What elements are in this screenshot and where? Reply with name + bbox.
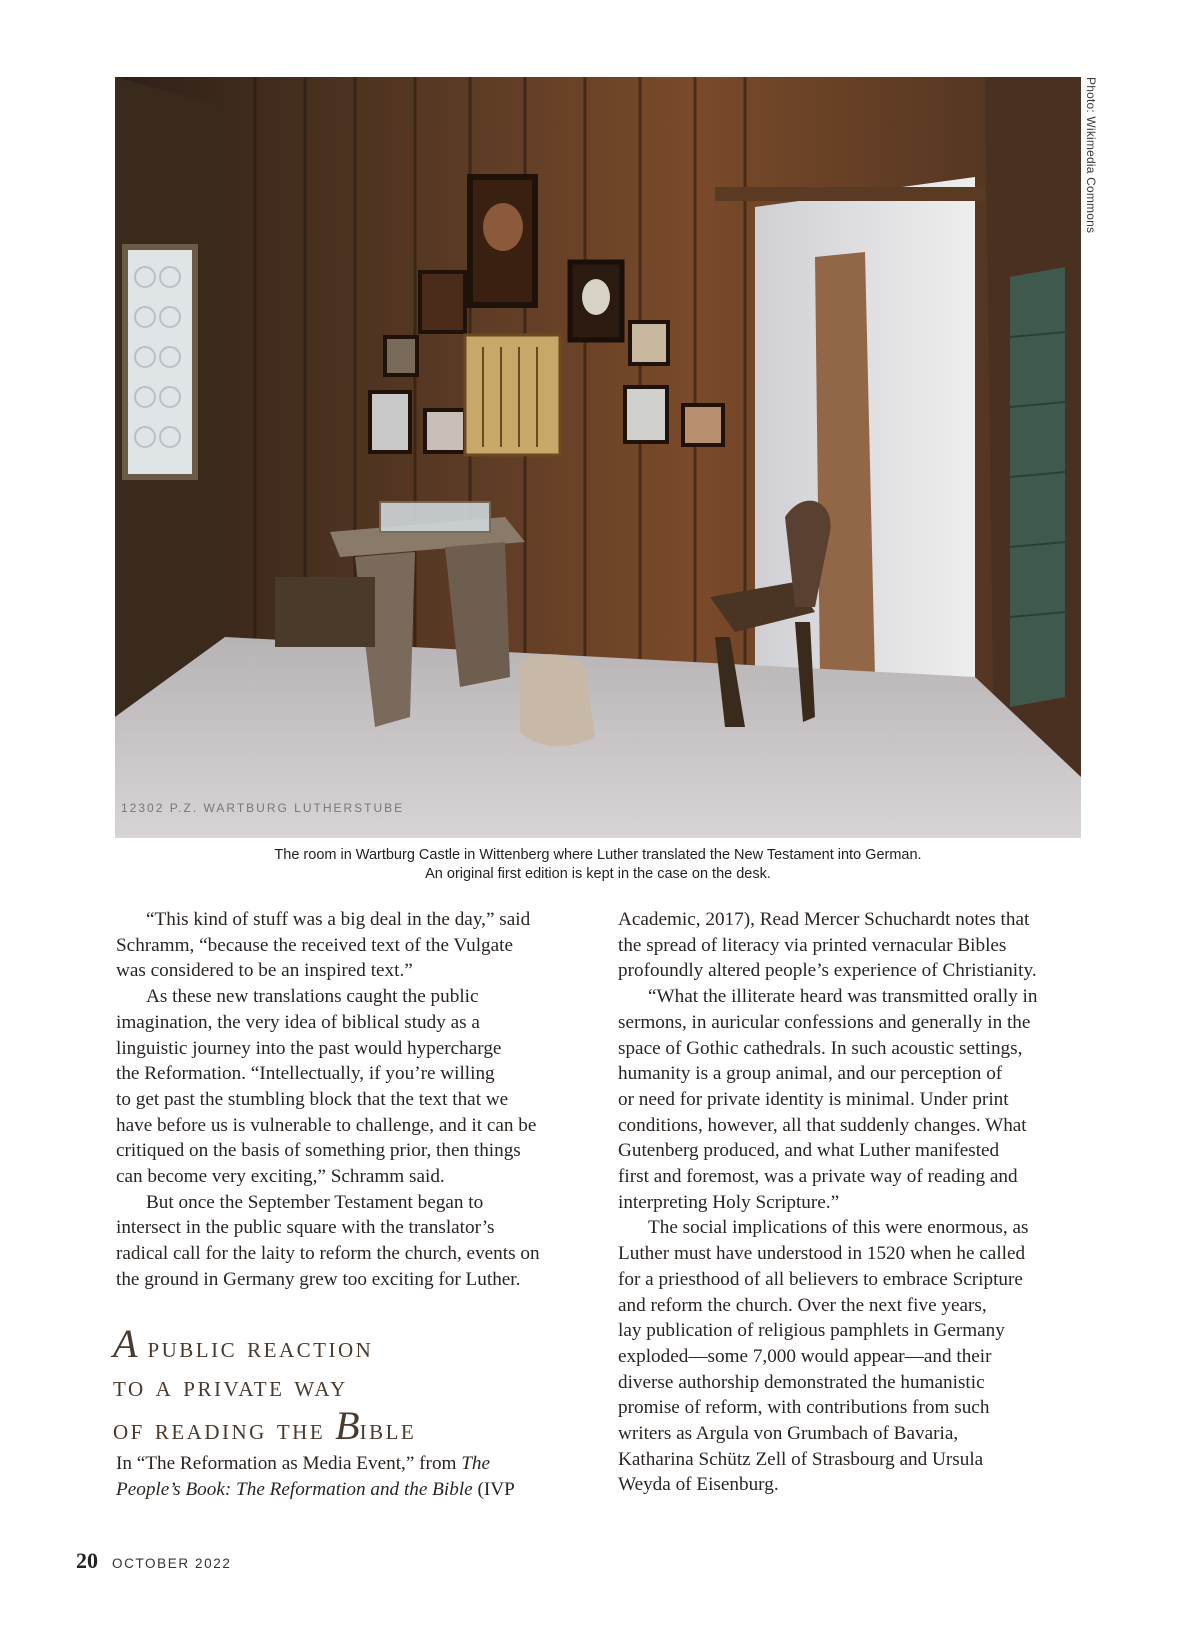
- heading-text: ible: [359, 1413, 417, 1446]
- body-line: or need for private identity is minimal. Under print: [618, 1088, 1009, 1110]
- photo-credit: Photo: Wikimedia Commons: [1084, 77, 1098, 234]
- body-line: intersect in the public square with the translator’s: [116, 1217, 495, 1239]
- body-line: interpreting Holy Scripture.”: [618, 1191, 840, 1213]
- book-title: The: [461, 1453, 491, 1474]
- body-line: promise of reform, with contributions from such: [618, 1397, 990, 1419]
- body-line: first and foremost, was a private way of reading and: [618, 1166, 1018, 1188]
- caption-line: The room in Wartburg Castle in Wittenberg where Luther translated the New Testament into German.: [274, 847, 922, 863]
- body-column-right: [618, 907, 1088, 1498]
- body-line: lay publication of religious pamphlets in Germany: [618, 1320, 1005, 1342]
- body-line: Academic, 2017), Read Mercer Schuchardt notes that: [618, 909, 1030, 930]
- body-line: humanity is a group animal, and our perception of: [618, 1063, 1003, 1085]
- body-line: was considered to be an inspired text.”: [116, 960, 413, 982]
- body-line: “This kind of stuff was a big deal in the day,” said: [146, 909, 531, 930]
- body-line: sermons, in auricular confessions and generally in the: [618, 1011, 1031, 1033]
- body-line: for a priesthood of all believers to embrace Scripture: [618, 1268, 1023, 1290]
- body-line: The social implications of this were enormous, as: [648, 1217, 1029, 1239]
- body-line: Gutenberg produced, and what Luther manifested: [618, 1140, 1000, 1162]
- body-line: and reform the church. Over the next five years,: [618, 1294, 987, 1316]
- body-line: [116, 1477, 576, 1503]
- body-line: As these new translations caught the public: [146, 986, 479, 1008]
- room-illustration: [115, 77, 1081, 838]
- body-line: linguistic journey into the past would hypercharge: [116, 1037, 502, 1059]
- body-line: writers as Argula von Grumbach of Bavaria,: [618, 1423, 959, 1445]
- body-line: the spread of literacy via printed vernacular Bibles: [618, 934, 1007, 956]
- heading-text: of reading the: [113, 1413, 336, 1446]
- body-line: imagination, the very idea of biblical study as a: [116, 1011, 480, 1033]
- wartburg-room-photo: [115, 77, 1081, 838]
- body-line: “What the illiterate heard was transmitted orally in: [648, 986, 1038, 1008]
- photo-caption: [115, 846, 1081, 884]
- heading-line: to a private way: [113, 1370, 348, 1403]
- body-line: [116, 1451, 576, 1477]
- issue-date: OCTOBER 2022: [112, 1556, 232, 1571]
- body-line: Katharina Schütz Zell of Strasbourg and Ursula: [618, 1448, 984, 1470]
- body-line: conditions, however, all that suddenly changes. What: [618, 1114, 1027, 1136]
- body-line: can become very exciting,” Schramm said.: [116, 1166, 445, 1188]
- section-heading: [113, 1321, 573, 1449]
- body-line: the ground in Germany grew too exciting for Luther.: [116, 1268, 521, 1290]
- book-title: People’s Book: The Reformation and the Bible: [116, 1478, 473, 1500]
- caption-line: An original first edition is kept in the case on the desk.: [425, 866, 771, 882]
- body-column-left: [116, 907, 576, 1293]
- body-line: critiqued on the basis of something prior, then things: [116, 1140, 521, 1162]
- heading-line: [113, 1403, 573, 1449]
- heading-initial: A: [113, 1321, 138, 1366]
- heading-initial: B: [335, 1403, 360, 1448]
- page-number: 20: [76, 1548, 98, 1573]
- body-line: diverse authorship demonstrated the humanistic: [618, 1371, 985, 1393]
- heading-text: public reaction: [137, 1331, 374, 1364]
- body-line: Luther must have understood in 1520 when he called: [618, 1243, 1026, 1265]
- body-line: radical call for the laity to reform the church, events on: [116, 1243, 540, 1265]
- body-line: have before us is vulnerable to challenge, and it can be: [116, 1114, 537, 1136]
- body-column-left-continued: [116, 1451, 576, 1502]
- body-line: profoundly altered people’s experience of Christianity.: [618, 960, 1037, 982]
- body-line: Schramm, “because the received text of the Vulgate: [116, 934, 513, 956]
- body-line: to get past the stumbling block that the text that we: [116, 1088, 509, 1110]
- body-text: (IVP: [472, 1478, 515, 1500]
- body-line: space of Gothic cathedrals. In such acoustic settings,: [618, 1037, 1023, 1059]
- body-line: But once the September Testament began to: [146, 1191, 484, 1213]
- body-line: the Reformation. “Intellectually, if you’re willing: [116, 1063, 495, 1085]
- heading-line: [113, 1321, 573, 1367]
- photo-watermark: 12302 P.Z. WARTBURG LUTHERSTUBE: [121, 801, 405, 815]
- body-line: exploded—some 7,000 would appear—and their: [618, 1345, 992, 1367]
- body-text: In “The Reformation as Media Event,” from: [116, 1453, 462, 1474]
- body-line: Weyda of Eisenburg.: [618, 1474, 779, 1496]
